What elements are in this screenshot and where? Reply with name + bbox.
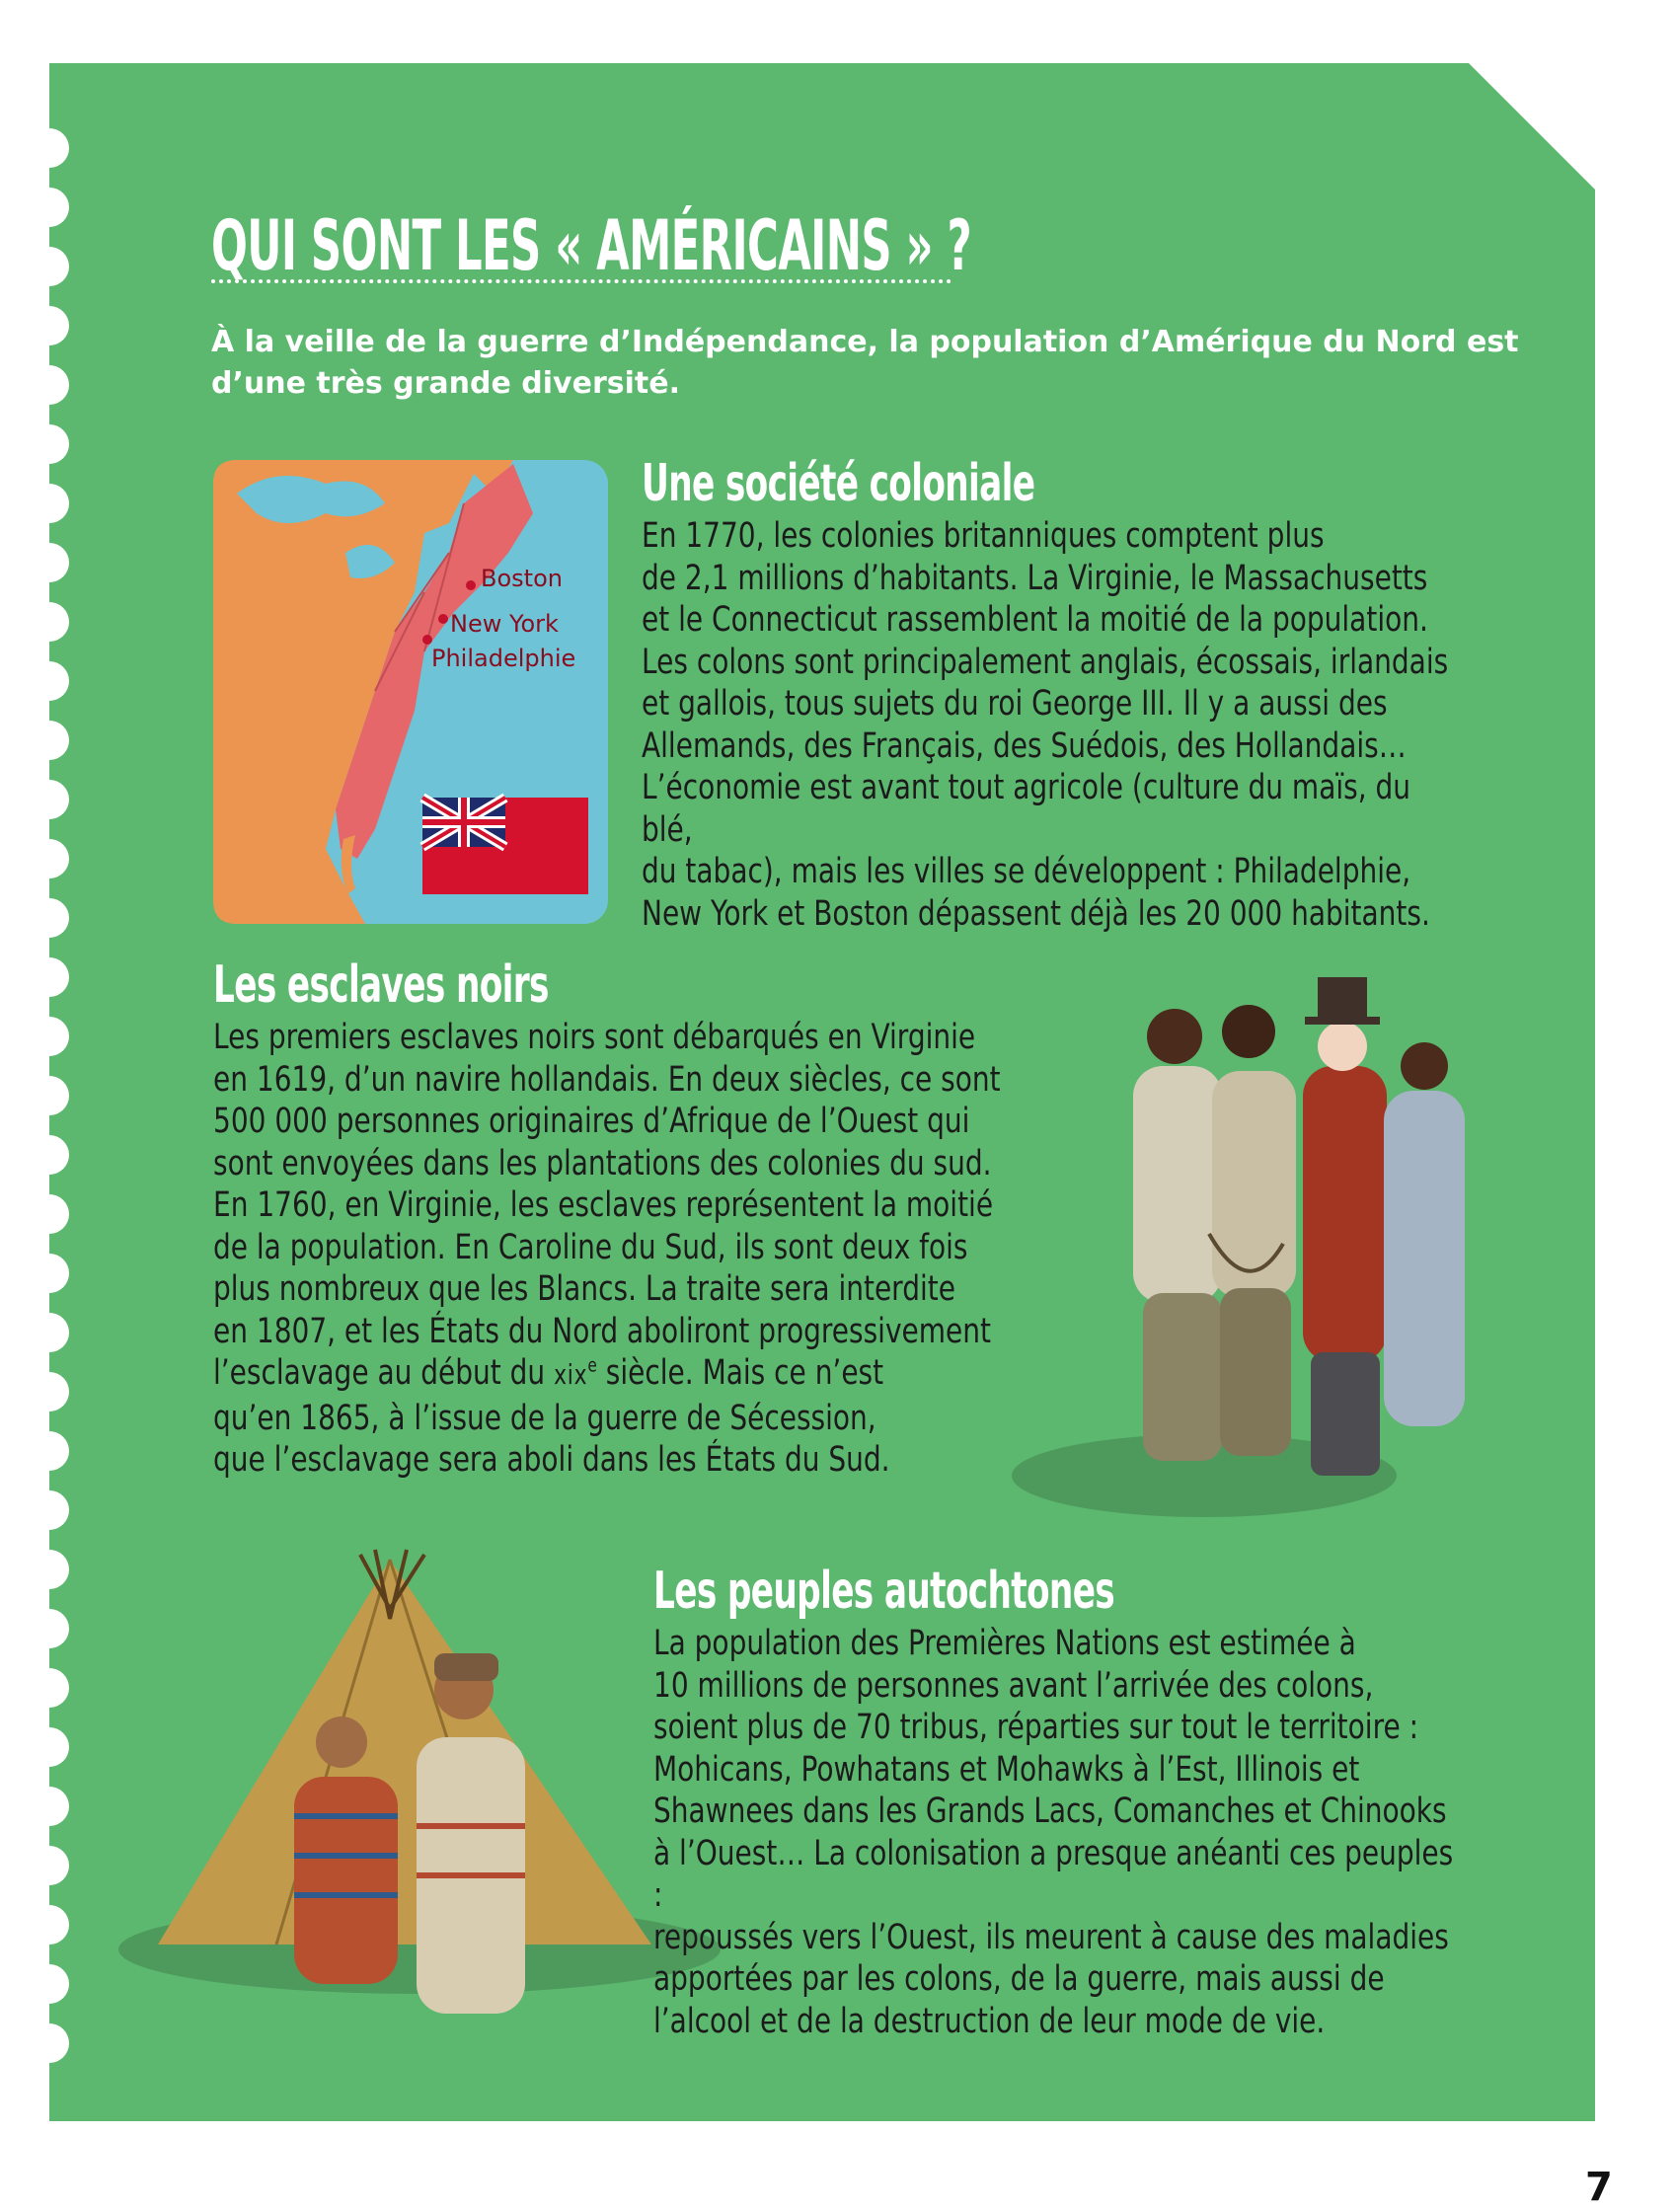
map-city-label: Philadelphie bbox=[431, 645, 576, 672]
page-number: 7 bbox=[1585, 2165, 1613, 2210]
map-city-label: New York bbox=[450, 610, 559, 638]
section-body-slaves-part1: Les premiers esclaves noirs sont débarqués en Virginie en 1619, d’un navire hollandais. En deux siècles, ce sont 500 000 personnes originaires d’Afrique de l’Ouest qui sont envoyées dans les plantations des colonies du sud. En 1760, en Virginie, les esclaves représentent la moitié de la population. En Caroline du Sud, ils sont deux fois plus nombreux que les Blancs. La traite sera interdite en 1807, et les États du Nord aboliront progressivement l’esclavage au début du bbox=[213, 1018, 1001, 1393]
century-suffix: e bbox=[587, 1353, 597, 1377]
section-heading-natives: Les peuples autochtones bbox=[653, 1562, 1115, 1621]
page-title: QUI SONT LES « AMÉRICAINS » ? bbox=[211, 205, 972, 286]
section-body-slaves bbox=[213, 1017, 1001, 1482]
section-body-colonial: En 1770, les colonies britanniques comptent plus de 2,1 millions d’habitants. La Virginie, le Massachusetts et le Connecticut rassemblent la moitié de la population. Les colons sont principalement anglais, écossais, irlandais et gallois, tous sujets du roi George III. Il y a aussi des Allemands, des Français, des Suédois, des Hollandais… L’économie est avant tout agricole (culture du maïs, du blé, du tabac), mais les villes se développent : Philadelphie, New York et Boston dépassent déjà les 20 000 habitants. bbox=[642, 516, 1449, 934]
century-numeral: xix bbox=[554, 1360, 588, 1391]
section-heading-colonial: Une société coloniale bbox=[642, 454, 1035, 513]
intro-text: À la veille de la guerre d’Indépendance, la population d’Amérique du Nord est d’une très grande diversité. bbox=[211, 325, 1519, 401]
section-body-natives: La population des Premières Nations est estimée à 10 millions de personnes avant l’arrivée des colons, soient plus de 70 tribus, réparties sur tout le territoire : Mohicans, Powhatans et Mohawks à l’Est, Illinois et Shawnees dans les Grands Lacs, Comanches et Chinooks à l’Ouest… La colonisation a presque anéanti ces peuples : repoussés vers l’Ouest, ils meurent à cause des maladies apportées par les colons, de la guerre, mais aussi de l’alcool et de la destruction de leur mode de vie. bbox=[653, 1624, 1454, 2041]
map-city-label: Boston bbox=[481, 565, 563, 592]
section-heading-slaves: Les esclaves noirs bbox=[213, 955, 549, 1015]
section-body-slaves-part2: siècle. Mais ce n’est qu’en 1865, à l’issue de la guerre de Sécession, que l’esclavage sera aboli dans les États du Sud. bbox=[213, 1353, 890, 1480]
